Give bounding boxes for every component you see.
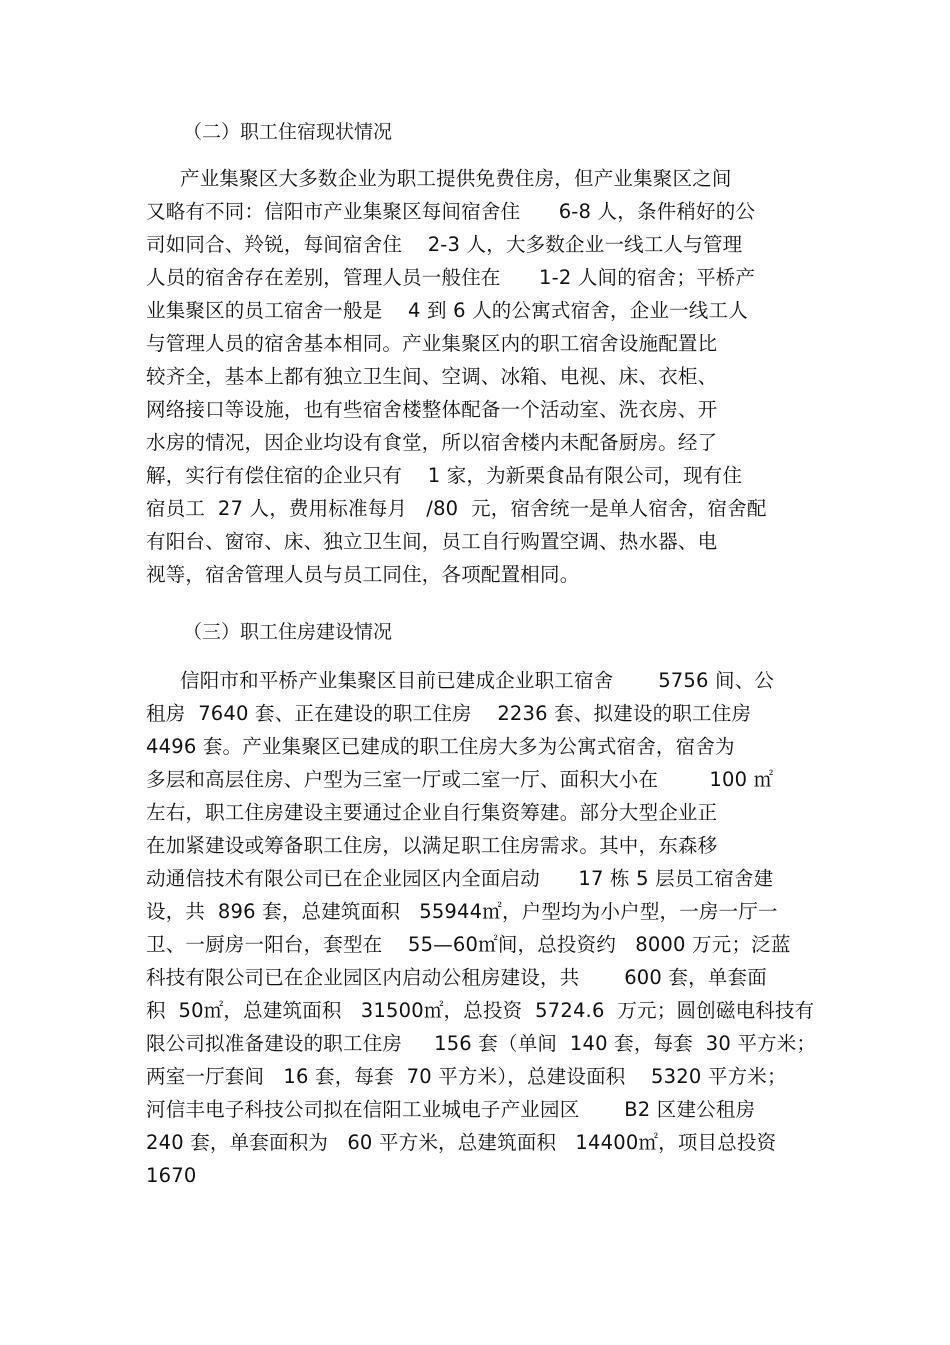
- paragraph-line: 有阳台、窗帘、床、独立卫生间，员工自行购置空调、热水器、电: [146, 530, 718, 553]
- paragraph-line: 两室一厅套间 16 套，每套 70 平方米），总建设面积 5320 平方米；: [146, 1065, 787, 1088]
- paragraph-line: 1670: [146, 1164, 197, 1187]
- section-2-paragraph: [146, 162, 826, 591]
- paragraph-line: 司如同合、羚锐，每间宿舍住 2-3 人，大多数企业一线工人与管理: [146, 233, 743, 256]
- section-3-paragraph: [146, 664, 826, 1192]
- paragraph-line: 在加紧建设或筹备职工住房，以满足职工住房需求。其中，东森移: [146, 834, 718, 857]
- paragraph-line: 业集聚区的员工宿舍一般是 4 到 6 人的公寓式宿舍，企业一线工人: [146, 299, 748, 322]
- paragraph-line: 租房 7640 套、正在建设的职工住房 2236 套、拟建设的职工住房: [146, 702, 752, 725]
- paragraph-line: 科技有限公司已在企业园区内启动公租房建设，共 600 套，单套面: [146, 966, 767, 989]
- paragraph-line: 解，实行有偿住宿的企业只有 1 家，为新栗食品有限公司，现有住: [146, 464, 743, 487]
- paragraph-line: 人员的宿舍存在差别，管理人员一般住在 1-2 人间的宿舍；平桥产: [146, 266, 756, 289]
- paragraph-line: 水房的情况，因企业均设有食堂，所以宿舍楼内未配备厨房。经了: [146, 431, 718, 454]
- paragraph-line: 视等，宿舍管理人员与员工同住，各项配置相同。: [146, 563, 580, 586]
- paragraph-line: 信阳市和平桥产业集聚区目前已建成企业职工宿舍 5756 间、公: [180, 669, 775, 692]
- section-3-heading: （三）职工住房建设情况: [183, 621, 393, 643]
- paragraph-line: 又略有不同：信阳市产业集聚区每间宿舍住 6-8 人，条件稍好的公: [146, 200, 756, 223]
- paragraph-line: 左右，职工住房建设主要通过企业自行集资筹建。部分大型企业正: [146, 801, 718, 824]
- paragraph-line: 4496 套。产业集聚区已建成的职工住房大多为公寓式宿舍，宿舍为: [146, 735, 735, 758]
- paragraph-line: 240 套，单套面积为 60 平方米，总建筑面积 14400㎡，项目总投资: [146, 1131, 777, 1154]
- paragraph-line: 网络接口等设施，也有些宿舍楼整体配备一个活动室、洗衣房、开: [146, 398, 718, 421]
- paragraph-line: 与管理人员的宿舍基本相同。产业集聚区内的职工宿舍设施配置比: [146, 332, 718, 355]
- paragraph-line: 积 50㎡，总建筑面积 31500㎡，总投资 5724.6 万元；圆创磁电科技有: [146, 999, 815, 1022]
- paragraph-line: 卫、一厨房一阳台，套型在 55—60㎡间，总投资约 8000 万元；泛蓝: [146, 933, 791, 956]
- paragraph-line: 河信丰电子科技公司拟在信阳工业城电子产业园区 B2 区建公租房: [146, 1098, 756, 1121]
- paragraph-line: 较齐全，基本上都有独立卫生间、空调、冰箱、电视、床、衣柜、: [146, 365, 718, 388]
- section-2-heading: （二）职工住宿现状情况: [183, 121, 393, 143]
- paragraph-line: 设，共 896 套，总建筑面积 55944㎡，户型均为小户型，一房一厅一: [146, 900, 778, 923]
- paragraph-line: 限公司拟准备建设的职工住房 156 套（单间 140 套，每套 30 平方米；: [146, 1032, 817, 1055]
- paragraph-line: 宿员工 27 人，费用标准每月 /80 元，宿舍统一是单人宿舍，宿舍配: [146, 497, 767, 520]
- paragraph-line: 动通信技术有限公司已在企业园区内全面启动 17 栋 5 层员工宿舍建: [146, 867, 774, 890]
- paragraph-line: 多层和高层住房、户型为三室一厅或二室一厅、面积大小在 100 ㎡: [146, 768, 774, 791]
- paragraph-line: 产业集聚区大多数企业为职工提供免费住房，但产业集聚区之间: [180, 167, 732, 190]
